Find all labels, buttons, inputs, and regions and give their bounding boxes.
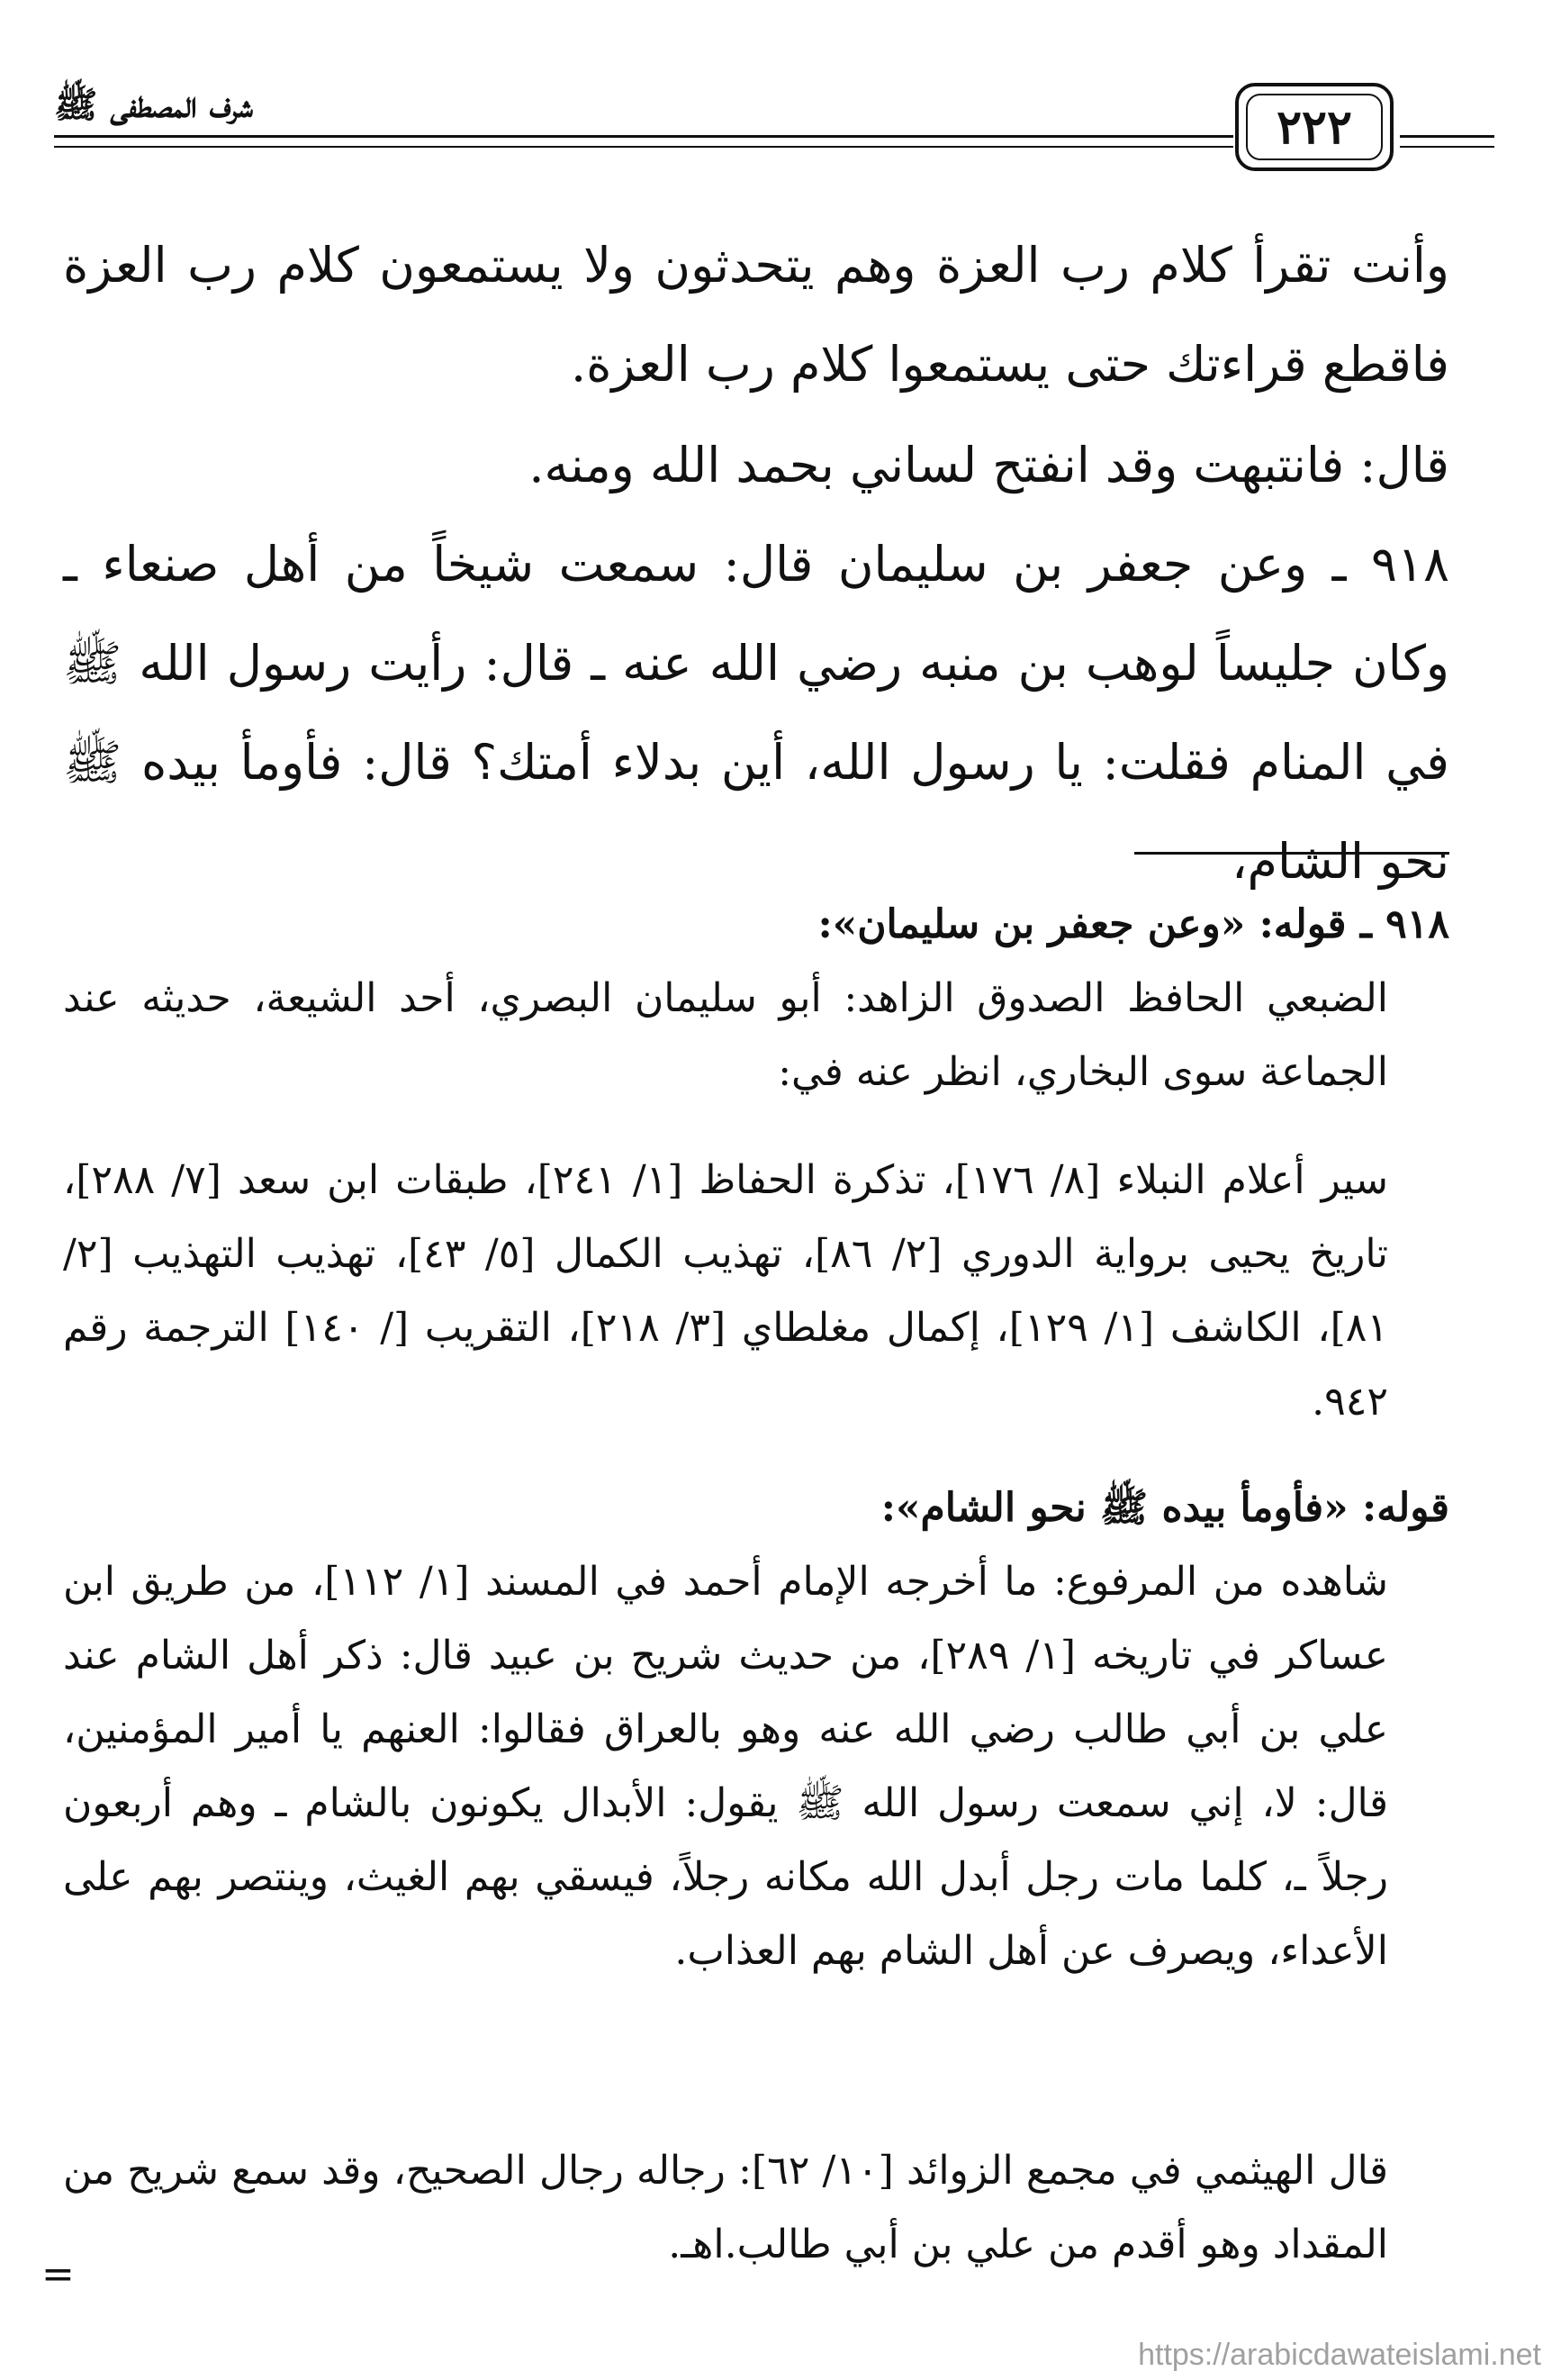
header-rule	[54, 135, 1233, 138]
header-rule	[1400, 135, 1494, 138]
page-number: ٢٢٢	[1246, 94, 1383, 160]
watermark-url: https://arabicdawateislami.net	[1138, 2338, 1541, 2372]
footnote-paragraph: شاهده من المرفوع: ما أخرجه الإمام أحمد في المسند [١/ ١١٢]، من طريق ابن عساكر في تاريخه [١/ ٢٨٩]، من حديث شريح بن عبيد قال: ذكر أهل الشام عند علي بن أبي طالب رضي الله عنه وهو بالعراق فقالوا: العنهم يا أمير المؤمنين، قال: لا، إني سمعت رسول الله ﷺ يقول: الأبدال يكونون بالشام ـ وهم أربعون رجلاً ـ، كلما مات رجل أبدل الله مكانه رجلاً، فيسقي بهم الغيث، وينتصر بهم على الأعداء، ويصرف عن أهل الشام بهم العذاب.	[63, 1559, 1389, 1974]
continuation-mark: =	[41, 2251, 75, 2297]
header-rule	[1400, 146, 1494, 148]
footnote-heading: قوله: «فأومأ بيده ﷺ نحو الشام»:	[880, 1485, 1449, 1531]
header-rule	[54, 146, 1233, 148]
footnote-heading: ٩١٨ ـ قوله: «وعن جعفر بن سليمان»:	[817, 901, 1449, 947]
footnote-separator	[1134, 852, 1449, 855]
main-paragraph: وأنت تقرأ كلام رب العزة وهم يتحدثون ولا يستمعون كلام رب العزة فاقطع قراءتك حتى يستمعوا كلام رب العزة.	[63, 237, 1449, 393]
footnote-paragraph: سير أعلام النبلاء [٨/ ١٧٦]، تذكرة الحفاظ [١/ ٢٤١]، طبقات ابن سعد [٧/ ٢٨٨]، تاريخ يحيى برواية الدوري [٢/ ٨٦]، تهذيب الكمال [٥/ ٤٣]، تهذيب التهذيب [٢/ ٨١]، الكاشف [١/ ١٢٩]، إكمال مغلطاي [٣/ ٢١٨]، التقريب [/ ١٤٠] الترجمة رقم ٩٤٢.	[63, 1157, 1389, 1425]
footnote-paragraph: الضبعي الحافظ الصدوق الزاهد: أبو سليمان البصري، أحد الشيعة، حديثه عند الجماعة سوى البخاري، انظر عنه في:	[63, 975, 1388, 1095]
main-paragraph: ٩١٨ ـ وعن جعفر بن سليمان قال: سمعت شيخاً من أهل صنعاء ـ وكان جليساً لوهب بن منبه رضي الله عنه ـ قال: رأيت رسول الله ﷺ في المنام فقلت: يا رسول الله، أين بدلاء أمتك؟ قال: فأومأ بيده ﷺ نحو الشام،	[63, 536, 1449, 890]
running-title: شرف المصطفى ﷺ	[54, 84, 253, 126]
page-number-frame	[1235, 83, 1394, 171]
footnote-paragraph: قال الهيثمي في مجمع الزوائد [١٠/ ٦٢]: رجاله رجال الصحيح، وقد سمع شريح من المقداد وهو أقدم من علي بن أبي طالب.اهـ.	[63, 2148, 1389, 2267]
main-paragraph: قال: فانتبهت وقد انفتح لساني بحمد الله ومنه.	[528, 437, 1449, 493]
